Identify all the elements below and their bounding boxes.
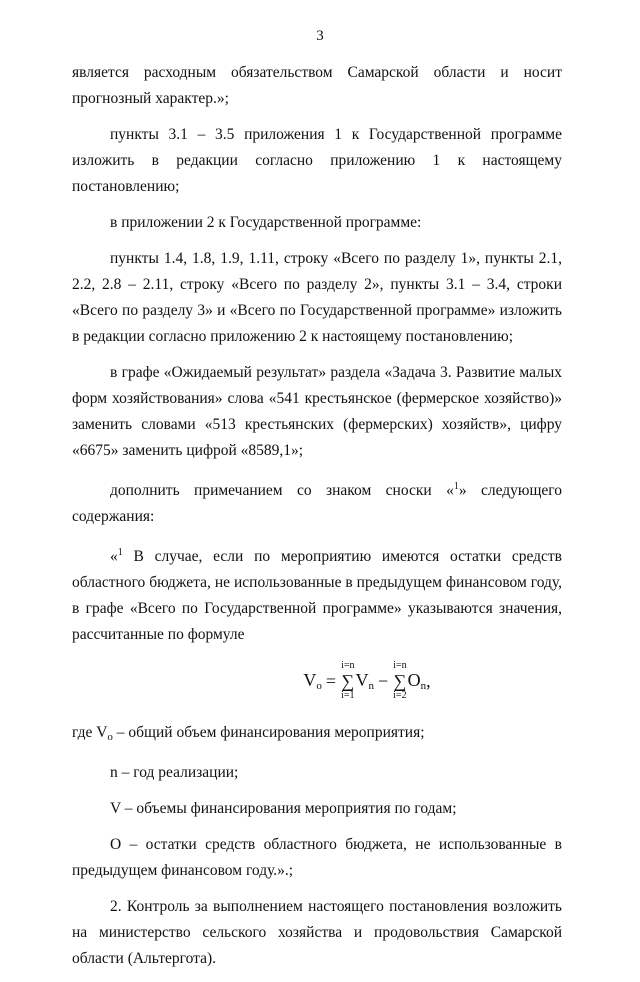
definition-n: n – год реализации; [110, 764, 239, 781]
footnote-paragraph [72, 474, 562, 530]
final-paragraph: 2. Контроль за выполнением настоящего постановления возложить на министерство сельского хозяйства и продовольствия Самарской области (Альтергота). [72, 898, 562, 967]
definition-vo: где $V_o$ – общий объем финансирования мероприятия; [72, 724, 425, 743]
page-number: 3 [316, 28, 324, 44]
formula-term-1: $V_n$ [355, 669, 374, 692]
formula-minus: − [378, 671, 389, 691]
footnote-mark: 1 [453, 481, 459, 492]
formula-sum-1: i=n ∑ i=1 [341, 660, 355, 701]
paragraph-2: пункты 3.1 – 3.5 приложения 1 к Государственной программе изложить в редакции согласно приложению 1 к настоящему постановлению; [72, 126, 562, 195]
definition-v: V – объемы финансирования мероприятия по годам; [110, 800, 457, 817]
paragraph-3: в приложении 2 к Государственной программе: [110, 214, 422, 231]
formula [172, 660, 562, 702]
note-open-quote: « [110, 548, 118, 565]
definition-o: O – остатки средств областного бюджета, не использованные в предыдущем финансовом году.».; [72, 836, 562, 879]
note-mark: 1 [117, 547, 123, 558]
paragraph-4: пункты 1.4, 1.8, 1.9, 1.11, строку «Всего по разделу 1», пункты 2.1, 2.2, 2.8 – 2.11, строку «Всего по разделу 2», пункты 3.1 – 3.4, строки «Всего по разделу 3» и «Всего по Государственной программе» изложить в редакции согласно приложению 2 к настоящему постановлению; [72, 250, 562, 345]
footnote-after: » следующего содержания: [72, 482, 562, 525]
document-body [72, 60, 562, 982]
footnote-before: дополнить примечанием со знаком сноски « [110, 482, 454, 499]
formula-term-2: $O_n$ [407, 669, 427, 692]
note-paragraph [72, 540, 562, 648]
formula-lhs: $V_o$ [303, 669, 322, 692]
note-text: В случае, если по мероприятию имеются остатки средств областного бюджета, не использованные в предыдущем финансовом году, в графе «Всего по Государственной программе» указываются значения, рассчитанные по формуле [72, 548, 562, 643]
paragraph-5: в графе «Ожидаемый результат» раздела «Задача 3. Развитие малых форм хозяйствования» слова «541 крестьянское (фермерское хозяйство)» заменить словами «513 крестьянских (фермерских) хозяйств», цифру «6675» заменить цифрой «8589,1»; [72, 364, 562, 459]
formula-equals: = [325, 671, 337, 691]
formula-sum-2: i=n ∑ i=2 [393, 660, 407, 701]
paragraph-1: является расходным обязательством Самарской области и носит прогнозный характер.»; [72, 64, 562, 107]
formula-tail: , [426, 671, 431, 691]
